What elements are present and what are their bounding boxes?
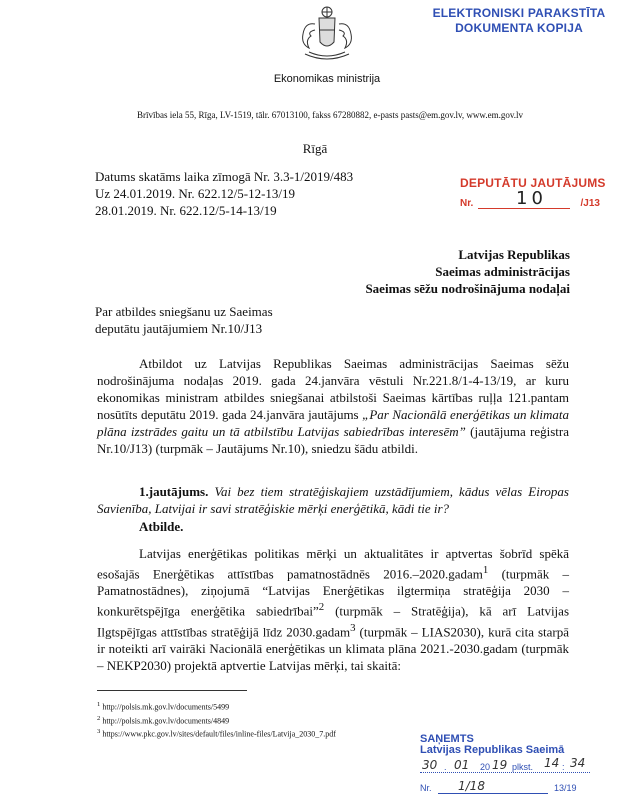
footnote-3 [97, 726, 336, 740]
coat-of-arms-emblem [293, 4, 361, 62]
footnote-2-number: 2 [97, 714, 101, 722]
intro-text-b: (jautājuma reģistra Nr.10/J13) (turpmāk – Jautājums Nr.10), sniedzu šādu atbildi. [97, 424, 569, 456]
received-nr-underline [438, 793, 548, 794]
received-year-prefix: 20 [480, 762, 491, 772]
received-minute: 34 [570, 756, 586, 770]
footnote-3-number: 3 [97, 728, 101, 736]
subject-line1: Par atbildes sniegšanu uz Saeimas [95, 304, 273, 319]
received-hour: 14 [544, 756, 560, 770]
footnote-1-link[interactable]: http://polsis.mk.gov.lv/documents/5499 [100, 702, 230, 712]
question-paragraph [97, 483, 569, 517]
received-stamp-title: SAŅEMTS [420, 733, 474, 745]
subject-block [95, 303, 355, 337]
electronic-signature-stamp [420, 6, 618, 36]
received-month: 01 [454, 758, 470, 772]
reference-line2: Uz 24.01.2019. Nr. 622.12/5-12-13/19 [95, 186, 296, 201]
received-stamp [420, 733, 620, 794]
reference-line3: 28.01.2019. Nr. 622.12/5-14-13/19 [95, 203, 277, 218]
footnote-1-number: 1 [97, 701, 101, 708]
footnote-3-link[interactable]: https://www.pkc.gov.lv/sites/default/files/inline-files/Latvija_2030_7.pdf [100, 729, 336, 739]
ministry-contact-line: Brīvības iela 55, Rīga, LV-1519, tālr. 67013100, fakss 67280882, e-pasts pasts@em.gov.lv, www.em.gov.lv [136, 110, 523, 120]
recipient-line1: Latvijas Republikas [458, 247, 570, 262]
answer-text-b: (turpmāk – Pamatnostādnes), ziņojumā “Latvijas Enerģētikas ilgtermiņa stratēģija 2030 – konkurētspējīga enerģētika sabiedrībai” [97, 566, 569, 619]
footnote-1 [97, 699, 336, 713]
received-stamp-subtitle: Latvijas Republikas Saeimā [420, 744, 565, 756]
footnote-2 [97, 713, 336, 727]
answer-text-c: (turpmāk – Stratēģija), kā arī Latvijas Ilgtspējīgas attīstības stratēģijā līdz 2030.gadam [97, 603, 569, 639]
answer-heading: Atbilde. [139, 519, 184, 534]
place-of-issue: Rīgā [302, 141, 328, 156]
received-date-row [420, 756, 620, 773]
received-nr-label: Nr. [420, 783, 432, 793]
received-date-underline [420, 772, 590, 773]
deputy-stamp-nr-label: Nr. [460, 198, 474, 209]
answer-text-d: (turpmāk – LIAS2030), kurā cita starpā ir noteikti arī vairāki Nacionālā enerģētikas un klimata plāna 2021.-2030.gadam (turpmāk – NEKP2030) projektā aptvertie Latvijas mērķi, tai skaitā: [97, 623, 569, 673]
received-day: 30 [422, 758, 438, 772]
recipient-block [365, 246, 570, 297]
recipient-line3: Saeimas sēžu nodrošinājuma nodaļai [365, 281, 570, 296]
answer-paragraph [97, 545, 569, 674]
footnote-2-link[interactable]: http://polsis.mk.gov.lv/documents/4849 [100, 716, 230, 726]
answer-text-a: Latvijas enerģētikas politikas mērķi un aktualitātes ir aptvertas šobrīd spēkā esošajās Enerģētikas attīstības pamatnostādnēs 2016.–2020.gadam [97, 546, 569, 582]
received-time-colon: : [562, 762, 565, 772]
recipient-line2: Saeimas administrācijas [435, 264, 570, 279]
reference-line1: Datums skatāms laika zīmogā Nr. 3.3-1/2019/483 [95, 169, 354, 184]
deputy-stamp-number-line [460, 188, 600, 212]
received-date-dot1: . [444, 762, 447, 772]
signature-stamp-line1: ELEKTRONISKI PARAKSTĪTA [432, 6, 606, 20]
deputy-stamp-title: DEPUTĀTU JAUTĀJUMS [460, 176, 606, 190]
question-title-italic: „Par Nacionālā enerģētikas un klimata plāna izstrādes gaitu un tā atbilstību Latvijas sabiedrības interesēm” [97, 407, 570, 439]
question-text: Vai bez tiem stratēģiskajiem uzstādījumiem, kādus vēlas Eiropas Savienība, Latvijai ir savi stratēģiskie mērķi enerģētikā, kādi tie ir? [97, 484, 569, 516]
footnotes [97, 699, 336, 740]
deputy-stamp-suffix: /J13 [580, 198, 600, 209]
received-nr-value: 1/18 [458, 779, 485, 793]
deputy-question-stamp [460, 176, 606, 212]
intro-text-a: Atbildot uz Latvijas Republikas Saeimas administrācijas Saeimas sēžu nodrošinājuma nodaļas 2019. gada 24.janvāra vēstuli Nr.221.8/1-4-13/19, ar kuru ekonomikas ministram atbildes sniegšanai atbilstoši Saeimas kārtības ruļļa 121.pantam nosūtīts deputātu 2019. gada 24.janvāra jautājums [97, 356, 569, 422]
footnote-ref-1: 1 [482, 564, 489, 576]
intro-paragraph [97, 355, 569, 457]
deputy-stamp-number: 10 [516, 188, 547, 209]
ministry-name: Ekonomikas ministrija [273, 73, 381, 85]
footnote-divider [97, 690, 247, 691]
received-number-row [420, 777, 620, 794]
signature-stamp-line2: DOKUMENTA KOPIJA [455, 21, 583, 35]
footnote-ref-3: 3 [350, 621, 356, 634]
subject-line2: deputātu jautājumiem Nr.10/J13 [95, 321, 263, 336]
received-year-suffix: 19 [492, 758, 508, 772]
reference-block [95, 168, 353, 219]
received-nr-suffix: 13/19 [554, 783, 577, 793]
received-time-label: plkst. [512, 762, 534, 772]
question-label: 1.jautājums. [139, 484, 209, 499]
footnote-ref-2: 2 [318, 601, 325, 614]
